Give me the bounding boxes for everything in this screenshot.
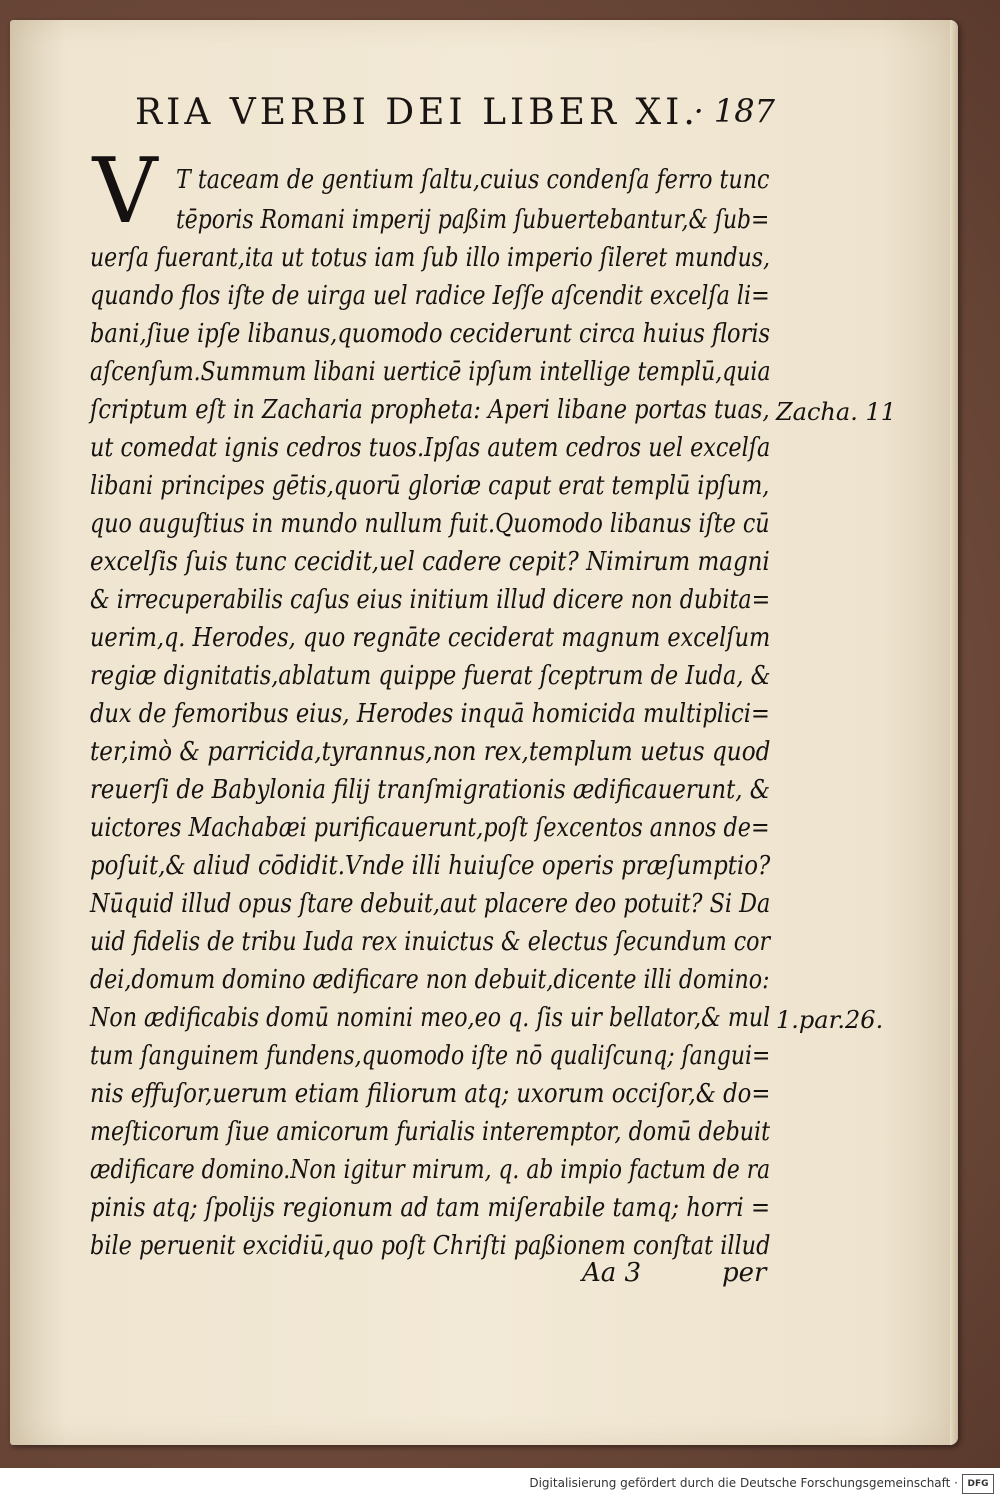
text-line: bile peruenit excidiū,quo poſt Chriſti paßionem conſtat illud [90, 1231, 771, 1261]
text-line: uerſa fuerant,ita ut totus iam ſub illo imperio ſileret mundus, [90, 243, 771, 273]
text-line: meſticorum ſiue amicorum furialis interemptor, domū debuit [90, 1117, 771, 1147]
catchword: per [722, 1258, 767, 1288]
dfg-logo: DFG [962, 1474, 994, 1494]
signature-mark: Aa 3 [582, 1258, 642, 1288]
running-title: RIA VERBI DEI LIBER XI. [135, 92, 699, 133]
text-line: excelſis ſuis tunc cecidit,uel cadere cepit? Nimirum magni [90, 547, 770, 577]
text-line: uerim,q. Herodes, quo regnāte ceciderat magnum excelſum [90, 623, 771, 653]
text-line: bani,ſiue ipſe libanus,quomodo ceciderunt circa huius floris [90, 319, 771, 349]
marginal-note: 1.par.26. [776, 1006, 884, 1034]
footer-bar [0, 1468, 1000, 1501]
text-line: poſuit,& aliud cōdidit.Vnde illi huiuſce operis præſumptio? [90, 851, 771, 881]
text-line: ut comedat ignis cedros tuos.Ipſas autem cedros uel excelſa [90, 433, 771, 463]
text-line: quando flos iſte de uirga uel radice Ieſſe aſcendit excelſa li= [90, 281, 770, 311]
text-line: uictores Machabæi purificauerunt,poſt ſexcentos annos de= [90, 813, 770, 843]
text-line: T taceam de gentium ſaltu,cuius condenſa ferro tunc [176, 165, 770, 195]
text-line: dux de femoribus eius, Herodes inquā homicida multiplici= [90, 699, 770, 729]
folio-number: · 187 [693, 92, 775, 130]
text-line: pinis atq; ſpolijs regionum ad tam miſerabile tamq; horri = [90, 1193, 771, 1223]
text-line: tum ſanguinem fundens,quomodo iſte nō qualiſcunq; ſangui= [90, 1041, 771, 1071]
text-line: uid fidelis de tribu Iuda rex inuictus & electus ſecundum cor [90, 927, 771, 957]
text-line: aſcenſum.Summum libani uerticē ipſum intellige templū,quia [90, 357, 771, 387]
text-line: nis effuſor,uerum etiam filiorum atq; uxorum occiſor,& do= [90, 1079, 771, 1109]
marginal-note: Zacha. 11 [776, 398, 896, 426]
text-line: dei,domum domino ædificare non debuit,dicente illi domino: [90, 965, 770, 995]
text-line: quo auguſtius in mundo nullum fuit.Quomodo libanus iſte cū [90, 509, 770, 539]
drop-cap-initial: V [92, 139, 158, 244]
text-line: reuerſi de Babylonia filij tranſmigrationis ædificauerunt, & [90, 775, 771, 805]
text-line: ædificare domino.Non igitur mirum, q. ab impio factum de ra [90, 1155, 771, 1185]
text-line: & irrecuperabilis caſus eius initium illud dicere non dubita= [90, 585, 771, 615]
text-line: tēporis Romani imperij paßim ſubuertebantur,& ſub= [176, 205, 770, 235]
footer-credit: Digitalisierung gefördert durch die Deutsche Forschungsgemeinschaft · [529, 1476, 958, 1490]
text-line: Non ædificabis domū nomini meo,eo q. ſis uir bellator,& mul [90, 1003, 771, 1033]
text-line: ſcriptum eſt in Zacharia propheta: Aperi libane portas tuas, [90, 395, 770, 425]
text-line: Nūquid illud opus ſtare debuit,aut placere deo potuit? Si Da [90, 889, 771, 919]
text-line: regiæ dignitatis,ablatum quippe fuerat ſceptrum de Iuda, & [90, 661, 771, 691]
text-line: ter,imò & parricida,tyrannus,non rex,templum uetus quod [90, 737, 771, 767]
text-line: libani principes gētis,quorū gloriæ caput erat templū ipſum, [90, 471, 770, 501]
